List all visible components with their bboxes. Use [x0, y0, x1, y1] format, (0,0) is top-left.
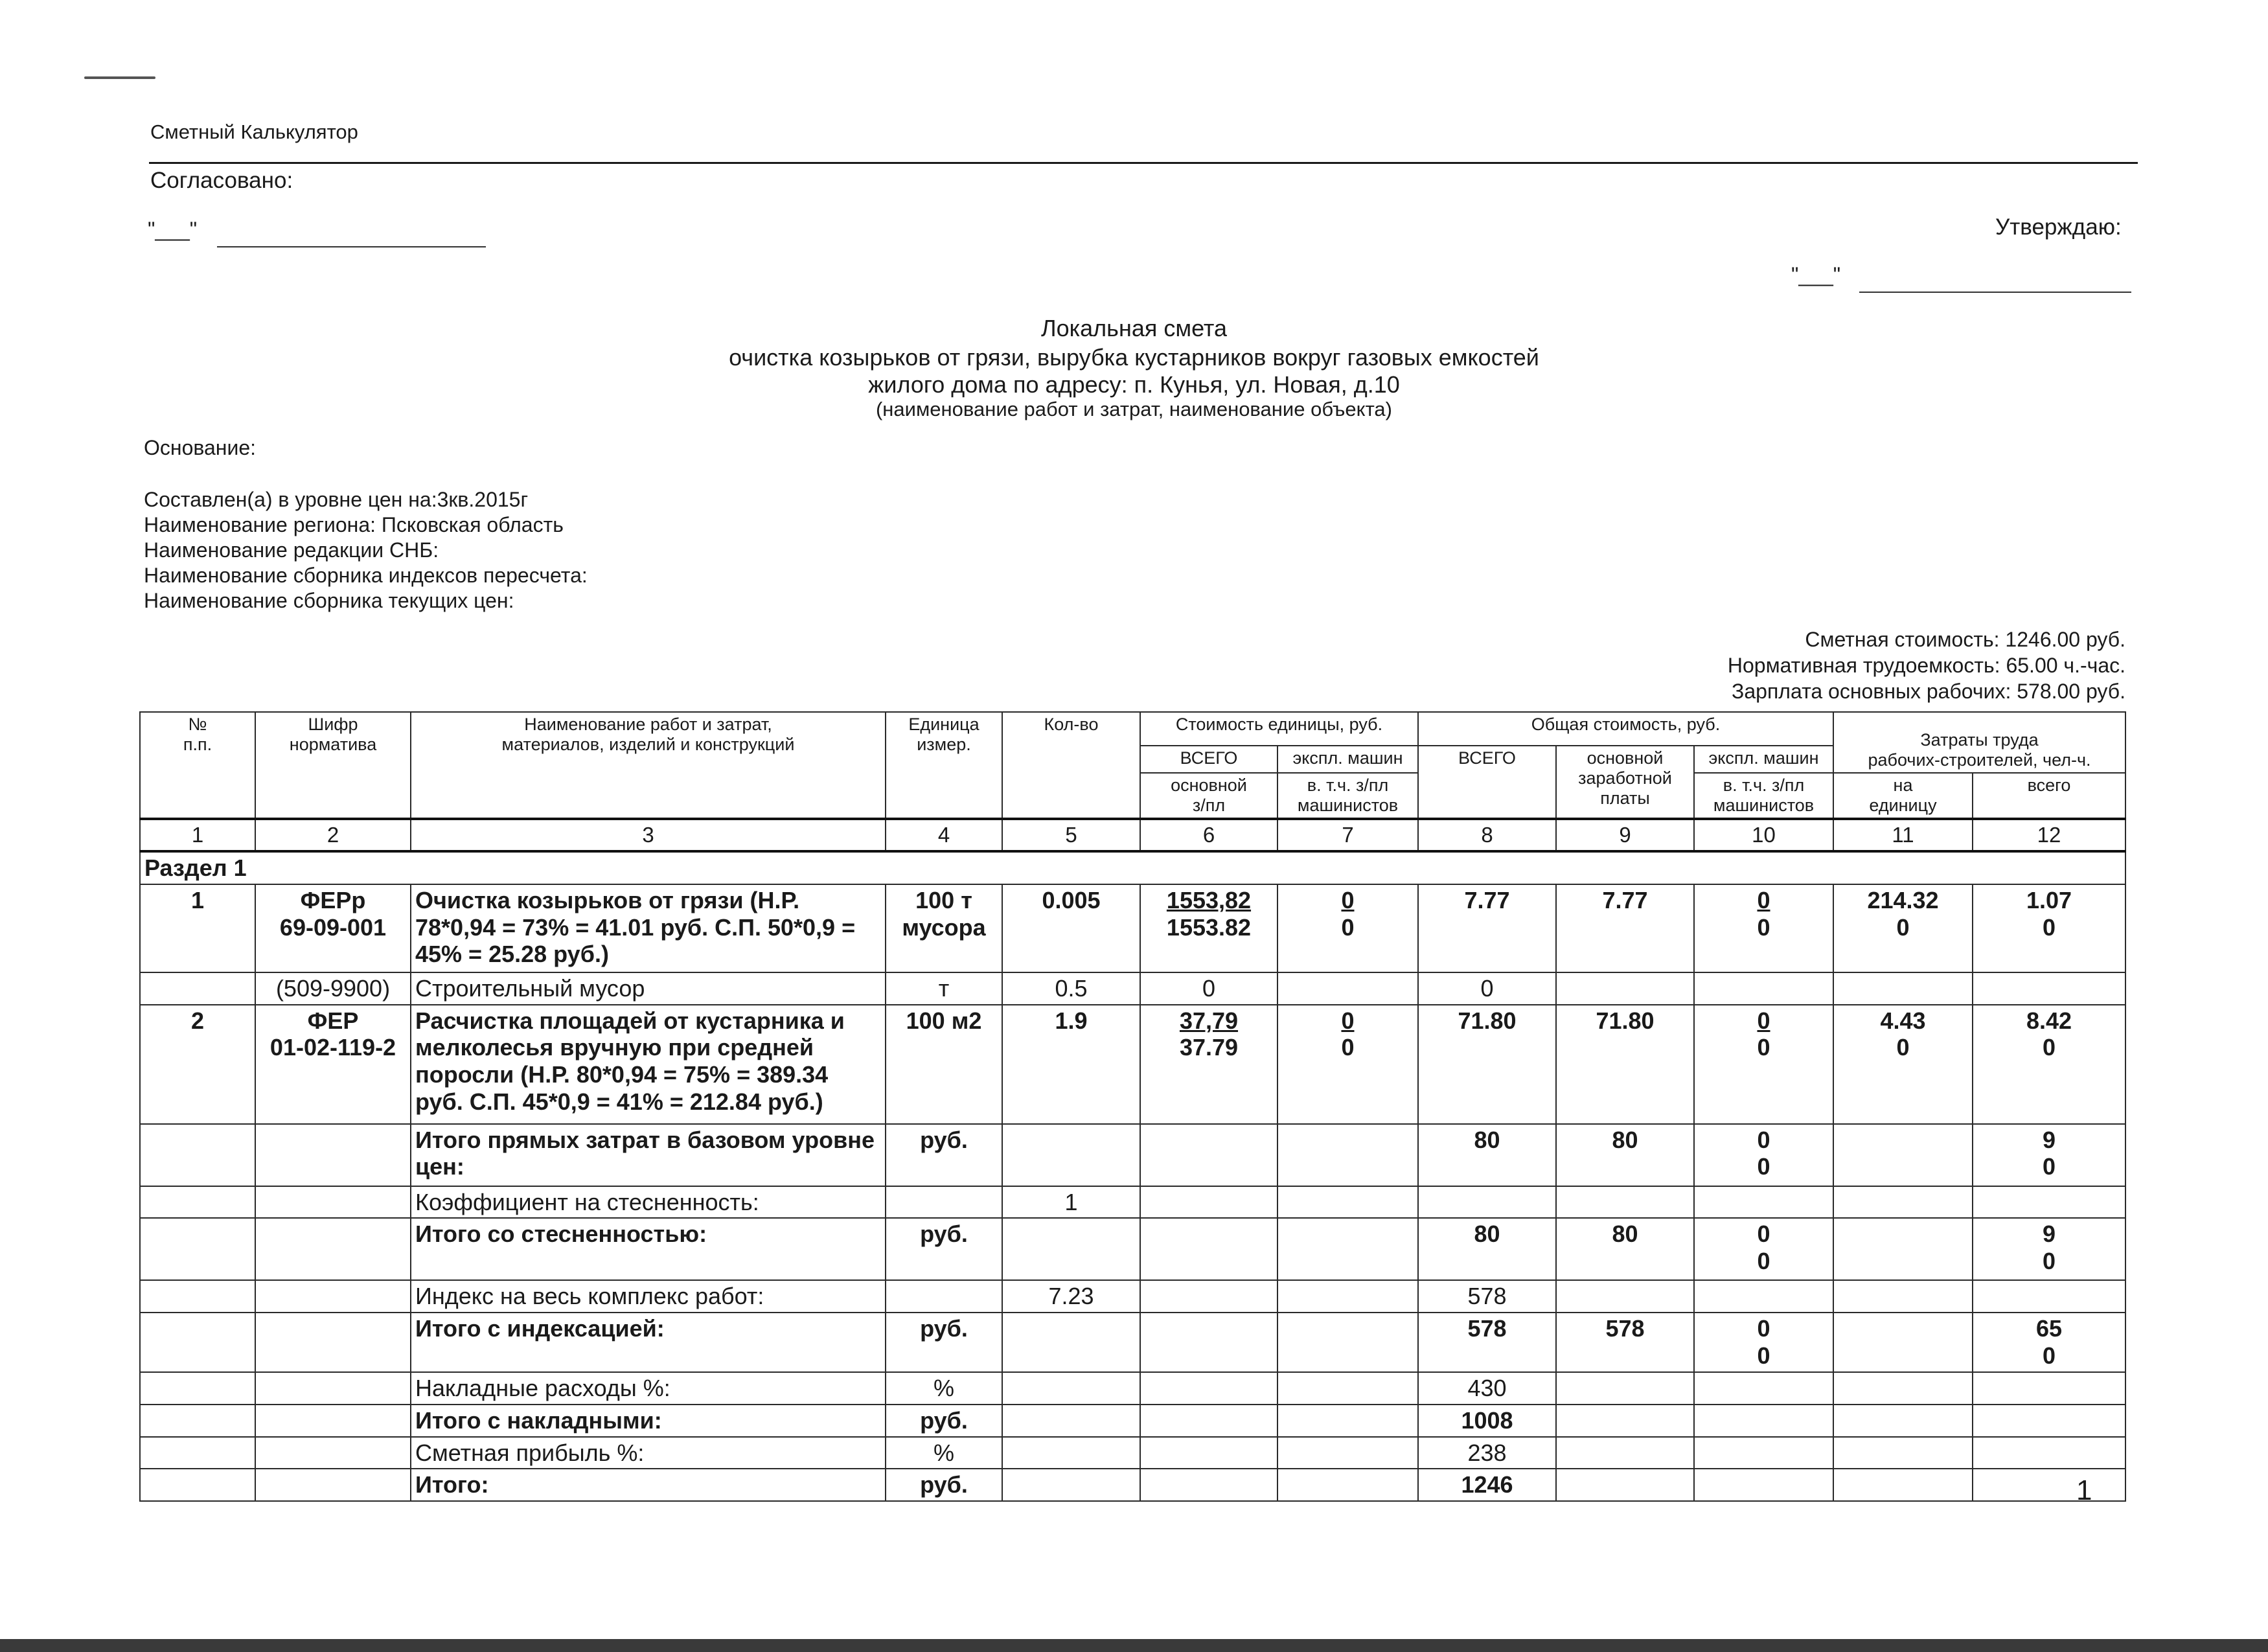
totals-row	[140, 1124, 2125, 1186]
profit-total: 238	[1418, 1437, 1556, 1469]
hdr-total-cost	[1418, 712, 1833, 746]
coef-value: 1	[1002, 1186, 1140, 1219]
hdr-unit-main	[1140, 773, 1277, 819]
basis-line-5: Наименование сборника текущих цен:	[144, 589, 514, 612]
hdr-unit-mach-sub-text: в. т.ч. з/пл машинистов	[1297, 775, 1399, 816]
grand-total-row	[140, 1469, 2125, 1501]
totals-row	[140, 1372, 2125, 1405]
hdr-labor-total	[1973, 773, 2125, 819]
hdr-labor-total-text: всего	[2027, 775, 2071, 795]
agreed-signature-line	[217, 246, 486, 247]
cramped-total: 80	[1418, 1218, 1556, 1280]
colnum: 9	[1556, 819, 1694, 851]
indexed-total: 578	[1418, 1313, 1556, 1372]
colnum: 5	[1002, 819, 1140, 851]
with-overhead-label: Итого с накладными:	[411, 1405, 886, 1437]
doc-subtitle-line2: жилого дома по адресу: п. Кунья, ул. Новая, д.10	[868, 371, 1400, 398]
row-qty: 1.9	[1002, 1005, 1140, 1124]
row-total: 7.77	[1418, 884, 1556, 972]
colnum: 3	[411, 819, 886, 851]
row-unit-mach-bottom: 0	[1341, 1034, 1355, 1061]
row-code: ФЕРр 69-09-001	[255, 884, 411, 972]
basis-label: Основание:	[144, 436, 257, 459]
hdr-unit-main-text: основной з/пл	[1171, 775, 1247, 816]
hdr-name-text: Наименование работ и затрат, материалов, изделий и конструкций	[501, 715, 795, 755]
row-name: Строительный мусор	[411, 972, 886, 1005]
colnum: 2	[255, 819, 411, 851]
hdr-qty-text: Кол-во	[1044, 715, 1099, 734]
profit-label: Сметная прибыль %:	[411, 1437, 886, 1469]
cramped-main: 80	[1556, 1218, 1694, 1280]
colnum: 8	[1418, 819, 1556, 851]
approve-signature-line	[1859, 292, 2131, 293]
profit-unit: %	[886, 1437, 1002, 1469]
row-qty: 0.005	[1002, 884, 1140, 972]
row-labor-unit	[1833, 972, 1973, 1005]
colnum: 12	[1973, 819, 2125, 851]
row-labor-total	[1973, 972, 2125, 1005]
totals-row	[140, 1218, 2125, 1280]
page-number: 1	[2076, 1474, 2092, 1506]
with-overhead-total: 1008	[1418, 1405, 1556, 1437]
index-label: Индекс на весь комплекс работ:	[411, 1280, 886, 1313]
row-total-main: 7.77	[1556, 884, 1694, 972]
row-no: 2	[140, 1005, 255, 1124]
row-total-mach-bottom: 0	[1757, 1034, 1770, 1061]
indexed-mach: 0 0	[1694, 1313, 1833, 1372]
row-total-mach-top: 0	[1757, 1007, 1770, 1034]
totals-row	[140, 1313, 2125, 1372]
hdr-unit-mach-text: экспл. машин	[1292, 748, 1403, 768]
row-name: Очистка козырьков от грязи (Н.Р. 78*0,94 = 73% = 41.01 руб. С.П. 50*0,9 = 45% = 25.28 руб.)	[411, 884, 886, 972]
row-qty: 0.5	[1002, 972, 1140, 1005]
row-name: Расчистка площадей от кустарника и мелколесья вручную при средней поросли (Н.Р. 80*0,94 = 75% = 389.34 руб. С.П. 45*0,9 = 41% = 212.84 руб.)	[411, 1005, 886, 1124]
basis-line-2: Наименование региона: Псковская область	[144, 513, 564, 536]
index-total: 578	[1418, 1280, 1556, 1313]
hdr-labor-unit	[1833, 773, 1973, 819]
hdr-unit-total	[1140, 746, 1277, 773]
direct-labor: 9 0	[1973, 1124, 2125, 1186]
hdr-code-text: Шифр норматива	[289, 715, 377, 755]
row-unit: т	[886, 972, 1002, 1005]
index-value: 7.23	[1002, 1280, 1140, 1313]
hdr-labor-unit-text: на единицу	[1869, 775, 1937, 816]
row-unit-cost-total: 1553,82	[1166, 886, 1252, 913]
grand-total: 1246	[1418, 1469, 1556, 1501]
row-labor-total: 8.42 0	[1973, 1005, 2125, 1124]
hdr-unit-total-text: ВСЕГО	[1180, 748, 1238, 768]
totals-row	[140, 1405, 2125, 1437]
row-total-main	[1556, 972, 1694, 1005]
basis-line-3: Наименование редакции СНБ:	[144, 538, 439, 562]
direct-main: 80	[1556, 1124, 1694, 1186]
row-labor-total: 1.07 0	[1973, 884, 2125, 972]
hdr-total-cost-text: Общая стоимость, руб.	[1531, 715, 1721, 734]
summary-salary: Зарплата основных рабочих: 578.00 руб.	[1732, 680, 2125, 703]
hdr-no	[140, 712, 255, 819]
table-row	[140, 972, 2125, 1005]
estimate-table	[139, 711, 2126, 1502]
hdr-unit-cost-text: Стоимость единицы, руб.	[1175, 715, 1383, 734]
hdr-labor	[1833, 712, 2125, 773]
table-row	[140, 1005, 2125, 1124]
row-unit-cost	[1140, 1005, 1277, 1124]
scan-mark	[84, 76, 155, 79]
indexed-label: Итого с индексацией:	[411, 1313, 886, 1372]
row-unit-mach-bottom: 0	[1341, 913, 1355, 941]
totals-row	[140, 1280, 2125, 1313]
row-unit-cost	[1140, 884, 1277, 972]
hdr-total-mach-sub-text: в. т.ч. з/пл машинистов	[1713, 775, 1815, 816]
summary-cost: Сметная стоимость: 1246.00 руб.	[1805, 628, 2125, 651]
direct-mach: 0 0	[1694, 1124, 1833, 1186]
indexed-labor: 65 0	[1973, 1313, 2125, 1372]
hdr-unit-mach	[1277, 746, 1418, 773]
hdr-total-all	[1418, 746, 1556, 819]
grand-label: Итого:	[411, 1469, 886, 1501]
colnum: 1	[140, 819, 255, 851]
agreed-date: "___"	[148, 218, 198, 241]
row-unit-cost: 0	[1140, 972, 1277, 1005]
doc-title: Локальная смета	[1040, 315, 1228, 341]
row-unit-mach	[1277, 972, 1418, 1005]
colnum: 10	[1694, 819, 1833, 851]
basis-line-1: Составлен(а) в уровне цен на:3кв.2015г	[144, 488, 529, 511]
overhead-label: Накладные расходы %:	[411, 1372, 886, 1405]
row-unit-mach	[1277, 884, 1418, 972]
colnum: 7	[1277, 819, 1418, 851]
row-code: ФЕР 01-02-119-2	[255, 1005, 411, 1124]
row-no: 1	[140, 884, 255, 972]
row-unit-mach	[1277, 1005, 1418, 1124]
column-numbers-row	[140, 819, 2125, 851]
row-unit: 100 т мусора	[886, 884, 1002, 972]
cramped-label: Итого со стесненностью:	[411, 1218, 886, 1280]
hdr-no-text: № п.п.	[183, 715, 212, 755]
doc-subtitle-caption: (наименование работ и затрат, наименование объекта)	[875, 398, 1392, 420]
row-total: 71.80	[1418, 1005, 1556, 1124]
hdr-unit-cost	[1140, 712, 1418, 746]
overhead-total: 430	[1418, 1372, 1556, 1405]
coef-label: Коэффициент на стесненность:	[411, 1186, 886, 1219]
direct-label: Итого прямых затрат в базовом уровне цен:	[411, 1124, 886, 1186]
summary-labor: Нормативная трудоемкость: 65.00 ч.-час.	[1727, 654, 2125, 677]
hdr-code	[255, 712, 411, 819]
hdr-qty	[1002, 712, 1140, 819]
hdr-labor-text: Затраты труда рабочих-строителей, чел-ч.	[1868, 729, 2091, 770]
hdr-unit-mach-sub	[1277, 773, 1418, 819]
agreed-label: Согласовано:	[150, 168, 293, 193]
totals-row	[140, 1437, 2125, 1469]
row-unit-cost-main: 1553.82	[1166, 913, 1252, 941]
hdr-total-main-text: основной заработной платы	[1578, 748, 1672, 809]
app-title: Сметный Калькулятор	[150, 120, 358, 143]
approve-label: Утверждаю:	[1995, 214, 2122, 240]
hdr-name	[411, 712, 886, 819]
row-unit-cost-main: 37.79	[1179, 1034, 1239, 1061]
row-total-mach	[1694, 884, 1833, 972]
row-no	[140, 972, 255, 1005]
cramped-unit: руб.	[886, 1218, 1002, 1280]
colnum: 4	[886, 819, 1002, 851]
header-rule	[149, 162, 2138, 164]
direct-unit: руб.	[886, 1124, 1002, 1186]
row-unit-mach-top: 0	[1341, 1007, 1355, 1034]
row-total-main: 71.80	[1556, 1005, 1694, 1124]
indexed-main: 578	[1556, 1313, 1694, 1372]
overhead-unit: %	[886, 1372, 1002, 1405]
row-total: 0	[1418, 972, 1556, 1005]
row-unit-mach-top: 0	[1341, 886, 1355, 913]
doc-subtitle-line1: очистка козырьков от грязи, вырубка кустарников вокруг газовых емкостей	[729, 344, 1539, 371]
row-unit-cost-total: 37,79	[1179, 1007, 1239, 1034]
hdr-total-mach-text: экспл. машин	[1708, 748, 1819, 768]
hdr-total-mach-sub	[1694, 773, 1833, 819]
row-total-mach-bottom: 0	[1757, 913, 1770, 941]
basis-line-4: Наименование сборника индексов пересчета:	[144, 564, 588, 587]
totals-row	[140, 1186, 2125, 1219]
colnum: 6	[1140, 819, 1277, 851]
hdr-total-main	[1556, 746, 1694, 819]
colnum: 11	[1833, 819, 1973, 851]
hdr-unit-text: Единица измер.	[908, 715, 979, 755]
row-labor-unit: 214.32 0	[1833, 884, 1973, 972]
hdr-total-mach	[1694, 746, 1833, 773]
indexed-unit: руб.	[886, 1313, 1002, 1372]
row-code: (509-9900)	[255, 972, 411, 1005]
row-total-mach	[1694, 1005, 1833, 1124]
grand-unit: руб.	[886, 1469, 1002, 1501]
direct-total: 80	[1418, 1124, 1556, 1186]
section-title: Раздел 1	[140, 851, 2125, 884]
row-total-mach	[1694, 972, 1833, 1005]
with-overhead-unit: руб.	[886, 1405, 1002, 1437]
row-labor-unit: 4.43 0	[1833, 1005, 1973, 1124]
cramped-mach: 0 0	[1694, 1218, 1833, 1280]
approve-date: "___"	[1791, 263, 1841, 286]
table-row	[140, 884, 2125, 972]
scan-edge	[0, 1639, 2268, 1652]
cramped-labor: 9 0	[1973, 1218, 2125, 1280]
row-unit: 100 м2	[886, 1005, 1002, 1124]
row-total-mach-top: 0	[1757, 886, 1770, 913]
hdr-unit	[886, 712, 1002, 819]
hdr-total-all-text: ВСЕГО	[1458, 748, 1516, 768]
